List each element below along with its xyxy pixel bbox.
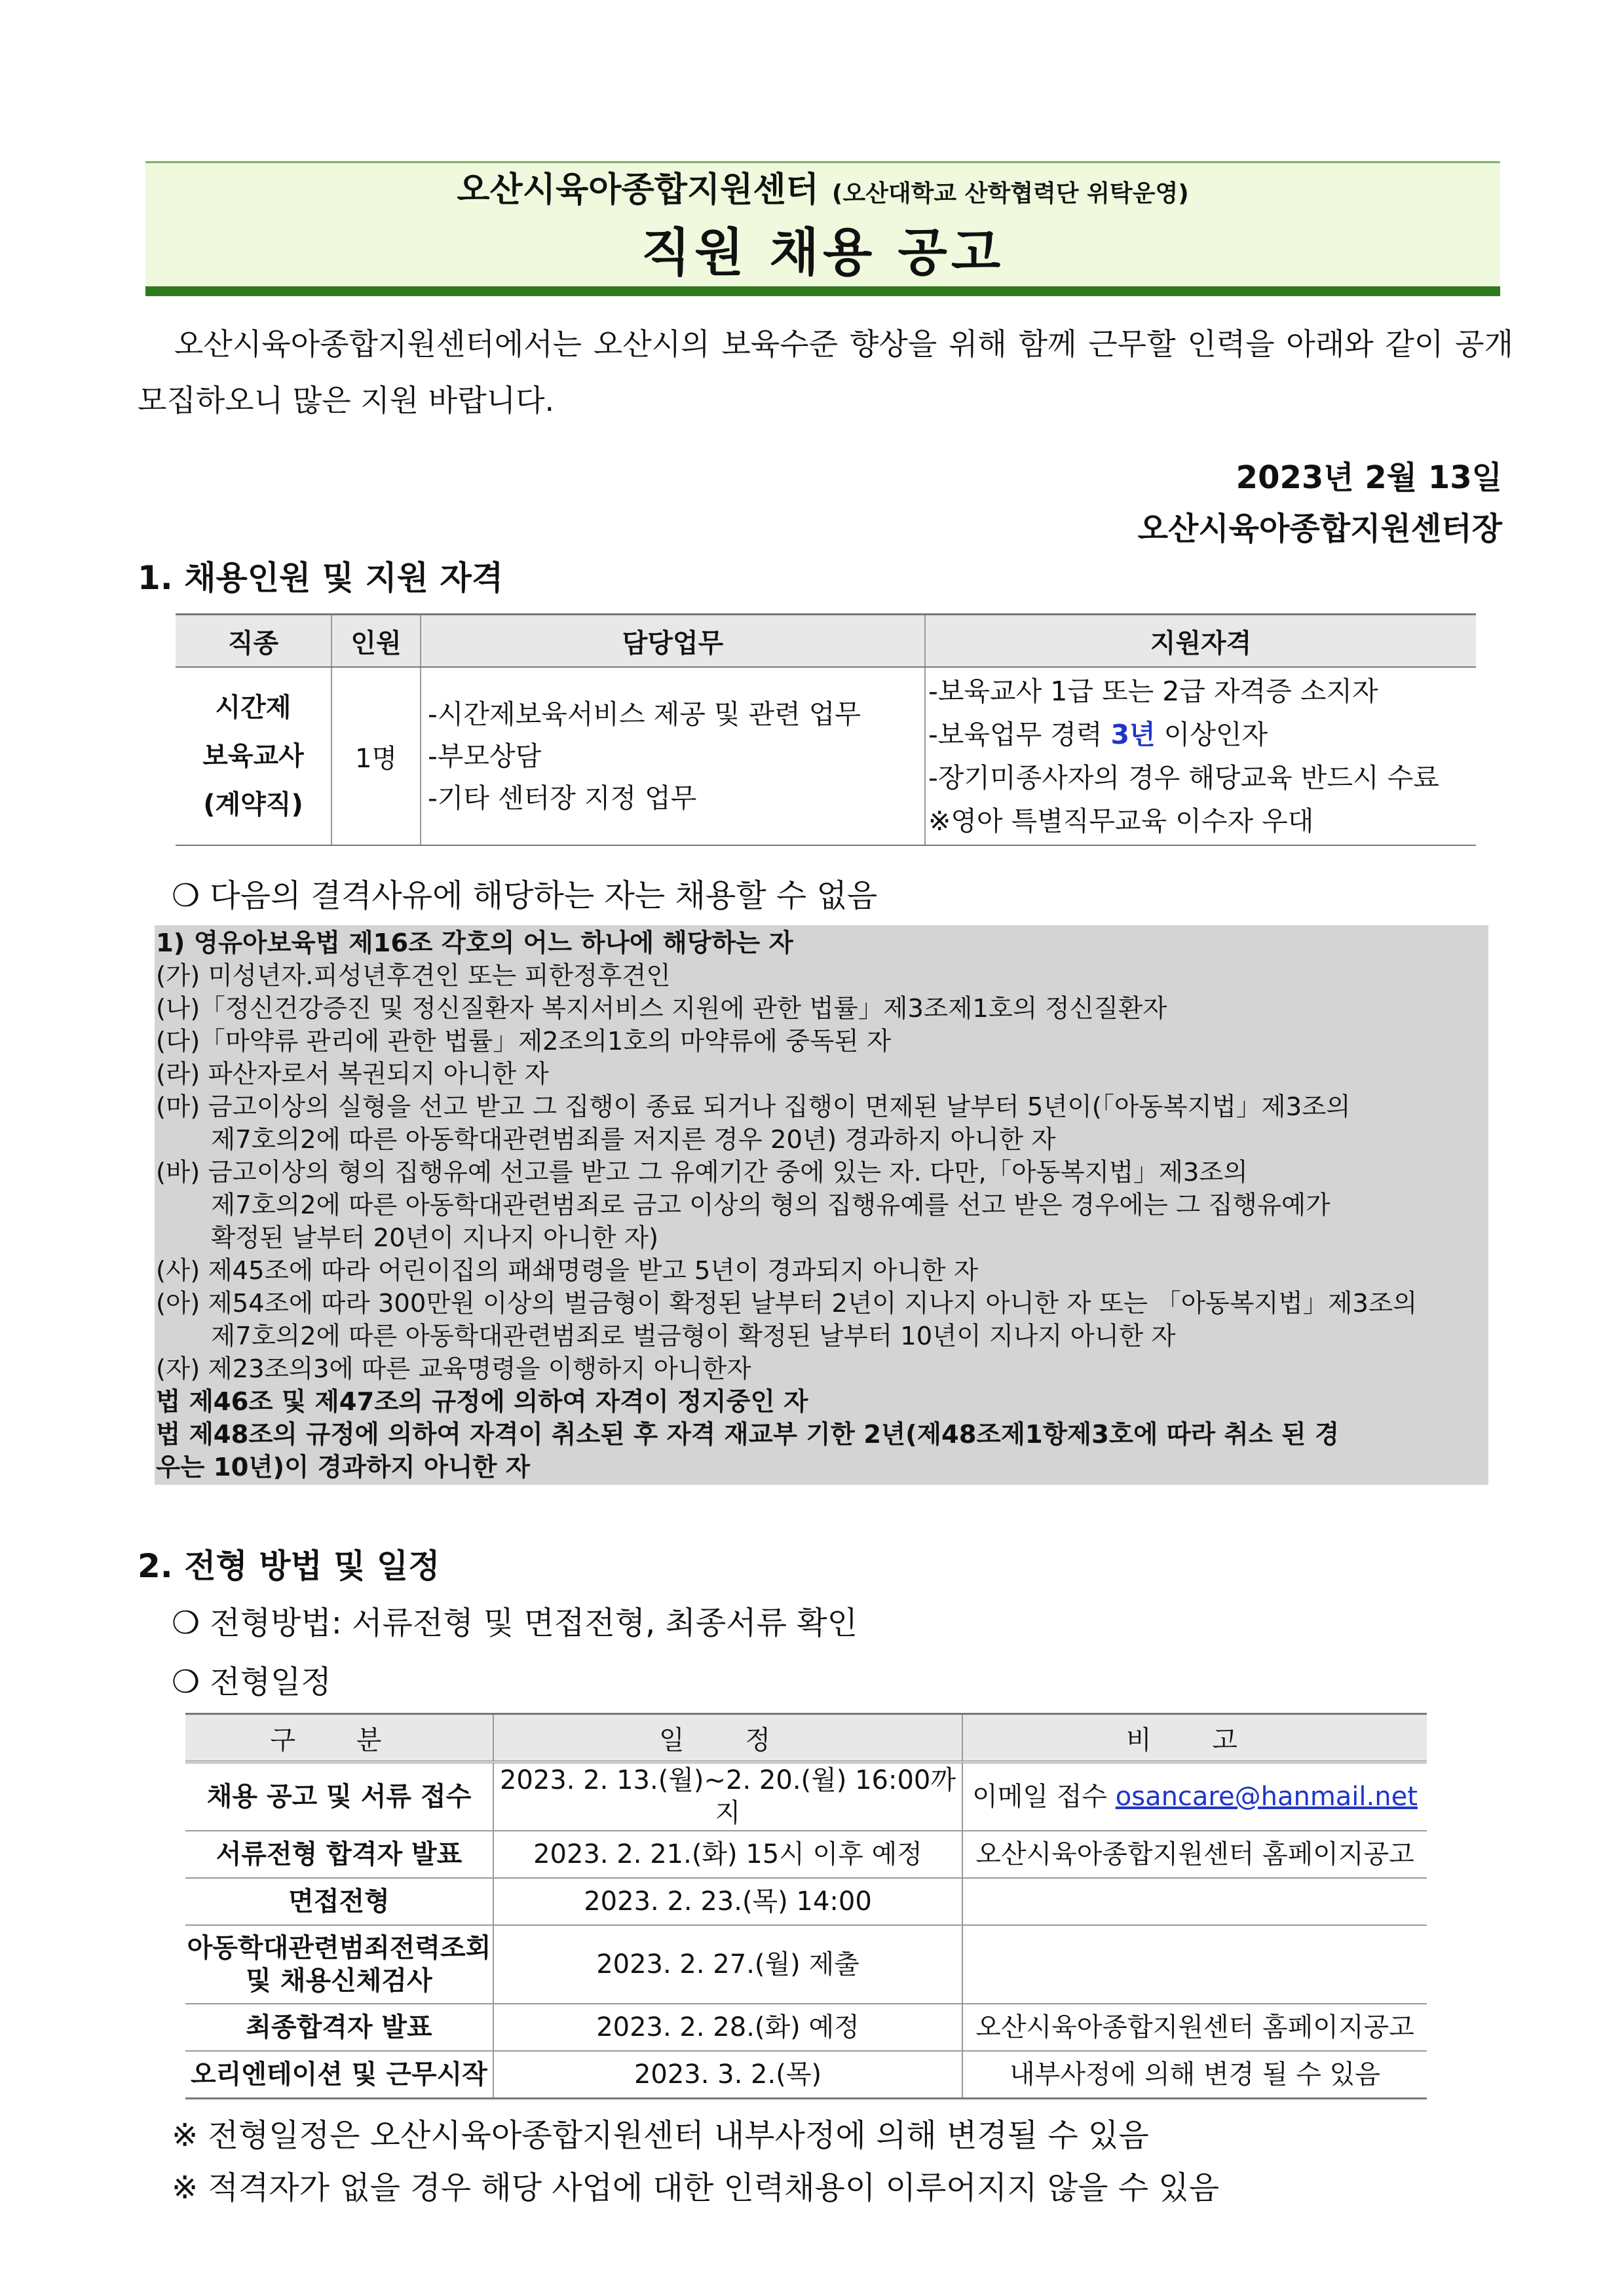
- schedule-date: 2023. 3. 2.(목): [493, 2051, 962, 2098]
- intro-paragraph: 오산시육아종합지원센터에서는 오산시의 보육수준 향상을 위해 함께 근무할 인력을 아래와 같이 공개 모집하오니 많은 지원 바랍니다.: [138, 326, 1513, 418]
- schedule-item: 채용 공고 및 서류 접수: [185, 1762, 493, 1831]
- org-title: [145, 167, 1500, 217]
- qual-item: -장기미종사자의 경우 해당교육 반드시 수료: [928, 762, 1439, 794]
- email-link[interactable]: osancare@hanmail.net: [1115, 1782, 1418, 1812]
- schedule-note: [962, 1878, 1427, 1925]
- job-line: (계약직): [203, 790, 303, 820]
- schedule-item-line: 및 채용신체검사: [246, 1966, 432, 1996]
- page-title: 직원 채용 공고: [641, 223, 1005, 282]
- schedule-note: [962, 1925, 1427, 2004]
- disq-line: (라) 파산자로서 복권되지 아니한 자: [156, 1060, 549, 1089]
- table-row: [185, 1878, 1427, 1925]
- banner-bottom-bar: [145, 286, 1500, 296]
- disq-line: (나)「정신건강증진 및 정신질환자 복지서비스 지원에 관한 법률」제3조제1호의 정신질환자: [156, 994, 1167, 1024]
- disq-line: 법 제48조의 규정에 의하여 자격이 취소된 후 자격 재교부 기한 2년(제48조제1항제3호에 따라 취소 된 경: [156, 1420, 1340, 1449]
- header-date: 일 정: [493, 1714, 962, 1763]
- disq-line: (마) 금고이상의 실형을 선고 받고 그 집행이 종료 되거나 집행이 면제된 날부터 5년이(「아동복지법」제3조의: [156, 1092, 1351, 1122]
- disq-line: (다)「마약류 관리에 관한 법률」제2조의1호의 마약류에 중독된 자: [156, 1027, 892, 1056]
- schedule-label: ❍ 전형일정: [172, 1664, 331, 1700]
- selection-method: ❍ 전형방법: 서류전형 및 면접전형, 최종서류 확인: [172, 1605, 858, 1641]
- table-row: [185, 2004, 1427, 2051]
- schedule-note: 내부사정에 의해 변경 될 수 있음: [962, 2051, 1427, 2098]
- disq-line: (가) 미성년자.피성년후견인 또는 피한정후견인: [156, 961, 671, 991]
- schedule-note-2: ※ 적격자가 없을 경우 해당 사업에 대한 인력채용이 이루어지지 않을 수 있음: [172, 2170, 1220, 2206]
- schedule-item: 오리엔테이션 및 근무시작: [185, 2051, 493, 2098]
- header-note: 비 고: [962, 1714, 1427, 1763]
- schedule-date: 2023. 2. 23.(목) 14:00: [493, 1878, 962, 1925]
- section1-title: 1. 채용인원 및 지원 자격: [138, 559, 504, 597]
- qual-highlight: 3년: [1110, 719, 1156, 750]
- disq-line: (바) 금고이상의 형의 집행유예 선고를 받고 그 유예기간 중에 있는 자. 다만,「아동복지법」제3조의: [156, 1158, 1248, 1187]
- schedule-item-line: 아동학대관련범죄전력조회: [187, 1933, 491, 1963]
- schedule-item: 최종합격자 발표: [185, 2004, 493, 2051]
- schedule-header-row: [185, 1714, 1427, 1763]
- disq-line: 1) 영유아보육법 제16조 각호의 어느 하나에 해당하는 자: [156, 928, 793, 958]
- duty-item: -기타 센터장 지정 업무: [428, 782, 697, 814]
- duty-item: -시간제보육서비스 제공 및 관련 업무: [428, 698, 861, 730]
- schedule-note: 오산시육아종합지원센터 홈페이지공고: [962, 2004, 1427, 2051]
- table-row: [185, 1925, 1427, 2004]
- schedule-item: 면접전형: [185, 1878, 493, 1925]
- qualifications-cell: [925, 667, 1476, 845]
- job-cell: [176, 667, 331, 845]
- qual-item: [928, 713, 1469, 756]
- count-cell: 1명: [331, 667, 421, 845]
- schedule-item: 서류전형 합격자 발표: [185, 1831, 493, 1878]
- duty-item: -부모상담: [428, 740, 542, 772]
- qual-item: -보육교사 1급 또는 2급 자격증 소지자: [928, 676, 1378, 707]
- schedule-note: 오산시육아종합지원센터 홈페이지공고: [962, 1831, 1427, 1878]
- duties-cell: [421, 667, 925, 845]
- header-count: 인원: [331, 615, 421, 668]
- schedule-date: 2023. 2. 21.(화) 15시 이후 예정: [493, 1831, 962, 1878]
- notice-date: 2023년 2월 13일: [1236, 459, 1502, 496]
- disq-line: (사) 제45조에 따라 어린이집의 패쇄명령을 받고 5년이 경과되지 아니한 자: [156, 1256, 979, 1286]
- recruitment-table: [176, 613, 1476, 846]
- disq-line: 제7호의2에 따른 아동학대관련범죄를 저지른 경우 20년) 경과하지 아니한 자: [211, 1125, 1056, 1155]
- section2-title: 2. 전형 방법 및 일정: [138, 1547, 440, 1585]
- org-name: 오산시육아종합지원센터: [457, 170, 819, 210]
- schedule-note-1: ※ 전형일정은 오산시육아종합지원센터 내부사정에 의해 변경될 수 있음: [172, 2117, 1149, 2154]
- qual-text: 이상인자: [1155, 719, 1268, 750]
- disq-line: (자) 제23조의3에 따른 교육명령을 이행하지 아니한자: [156, 1354, 751, 1384]
- job-line: 시간제: [215, 693, 292, 723]
- schedule-table: [185, 1713, 1427, 2099]
- table-row: [176, 667, 1476, 845]
- schedule-date: 2023. 2. 27.(월) 제출: [493, 1925, 962, 2004]
- schedule-date: 2023. 2. 28.(화) 예정: [493, 2004, 962, 2051]
- table-header-row: [176, 615, 1476, 668]
- header-duties: 담당업무: [421, 615, 925, 668]
- notice-signer: 오산시육아종합지원센터장: [1137, 510, 1502, 547]
- table-row: [185, 2051, 1427, 2098]
- disq-line: 우는 10년)이 경과하지 아니한 자: [156, 1453, 531, 1482]
- disq-line: (아) 제54조에 따라 300만원 이상의 벌금형이 확정된 날부터 2년이 지나지 아니한 자 또는 「아동복지법」제3조의: [156, 1289, 1418, 1318]
- qual-text: -보육업무 경력: [928, 719, 1111, 750]
- schedule-item: [185, 1925, 493, 2004]
- qual-item: ※영아 특별직무교육 이수자 우대: [928, 805, 1314, 837]
- note-text: 이메일 접수: [972, 1782, 1116, 1812]
- header-qualifications: 지원자격: [925, 615, 1476, 668]
- schedule-note: [962, 1762, 1427, 1831]
- header-item: 구 분: [185, 1714, 493, 1763]
- table-row: [185, 1762, 1427, 1831]
- table-row: [185, 1831, 1427, 1878]
- header-job: 직종: [176, 615, 331, 668]
- org-subtitle: (오산대학교 산학협력단 위탁운영): [831, 180, 1189, 207]
- job-line: 보육교사: [202, 741, 304, 771]
- schedule-date: 2023. 2. 13.(월)~2. 20.(월) 16:00까지: [493, 1762, 962, 1831]
- disq-line: 법 제46조 및 제47조의 규정에 의하여 자격이 정지중인 자: [156, 1387, 808, 1417]
- disq-line: 제7호의2에 따른 아동학대관련범죄로 벌금형이 확정된 날부터 10년이 지나지 아니한 자: [211, 1322, 1176, 1351]
- disqualification-intro: ❍ 다음의 결격사유에 해당하는 자는 채용할 수 없음: [172, 877, 878, 914]
- disq-line: 확정된 날부터 20년이 지나지 아니한 자): [211, 1223, 659, 1253]
- disq-line: 제7호의2에 따른 아동학대관련범죄로 금고 이상의 형의 집행유예를 선고 받은 경우에는 그 집행유예가: [211, 1191, 1331, 1220]
